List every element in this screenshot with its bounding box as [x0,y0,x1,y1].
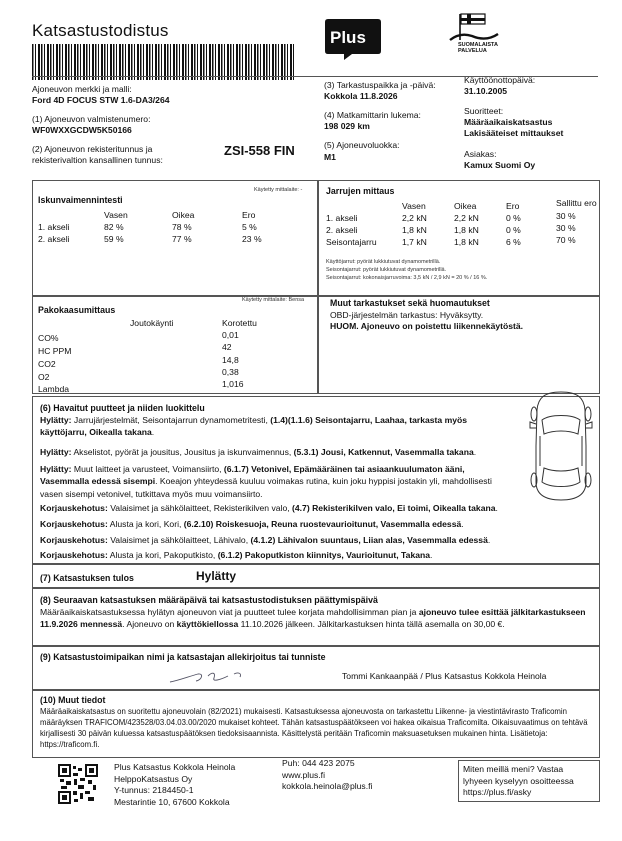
survey-text[interactable]: Miten meillä meni? Vastaa lyhyeen kyselyyn osoitteessa https://plus.fi/asky [463,764,574,798]
defect-desc: Alusta ja kori, Pakoputkisto, [107,550,218,560]
km-value: 198 029 km [324,121,370,131]
customer-value: Kamux Suomi Oy [464,160,536,170]
other-checks-title: Muut tarkastukset sekä huomautukset [330,298,490,308]
footer-phone: Puh: 044 423 2075 [282,758,355,768]
exhaust-title: Pakokaasumittaus [38,305,116,315]
brake-allowed-3: 70 % [556,235,576,245]
other-checks-line-1: OBD-järjestelmän tarkastus: Hyväksytty. [330,310,484,320]
defect-item-7 [40,549,560,561]
exhaust-name-co2: CO2 [38,359,56,369]
next-text-1: Määräaikaiskatsastuksessa hylätyn ajoneuvon viat ja puutteet tulee korjata mahdollisimman pian ja [40,607,419,617]
defect-rest: . [495,503,498,513]
brake-note-3: Seisontajarrut: kokonaisjarruvoima: 3,5 kN / 2,9 kN = 20 % / 16 %. [326,275,488,281]
defects-title: (6) Havaitut puutteet ja niiden luokittelu [40,403,205,413]
defect-bold: (4.7) Rekisterikilven valo, Ei toimi, Oikealla takana [292,503,496,513]
signature-title: (9) Katsastustoimipaikan nimi ja katsastajan allekirjoitus tai tunniste [40,652,326,662]
defect-bold: (5.3.1) Jousi, Katkennut, Vasemmalla takana [293,447,474,457]
shock-left-1: 82 % [104,222,124,232]
shock-head-diff: Ero [242,210,256,220]
exhaust-head-idle: Joutokäynti [130,318,174,328]
brake-title: Jarrujen mittaus [326,186,395,196]
footer-web[interactable]: www.plus.fi [282,769,325,780]
footer-email[interactable]: kokkola.heinola@plus.fi [282,781,373,792]
shock-diff-1: 5 % [242,222,257,232]
brake-axle-3: Seisontajarru [326,237,377,247]
company-line-3: Y-tunnus: 2184450-1 [114,785,194,796]
next-bold-1: ajoneuvo tulee esittää jälkitarkastukseen 11.9.2026 mennessä [40,607,586,630]
brake-head-allowed: Sallittu ero [556,198,597,208]
defect-kind: Korjauskehotus: [40,519,108,529]
place-label: (3) Tarkastuspaikka ja -päivä: [324,80,436,90]
exhaust-high-o2: 0,38 [222,367,239,377]
make-value: Ford 4D FOCUS STW 1.6-DA3/264 [32,95,170,105]
plus-logo-text: Plus [330,28,366,47]
shock-device: Käytetty mittalaite: - [254,187,303,193]
intro-date-value: 31.10.2005 [464,86,508,96]
next-text-2: . Ajoneuvo on [122,619,177,630]
brake-head-left: Vasen [402,201,426,211]
exhaust-name-lambda: Lambda [38,384,70,394]
customer-label: Asiakas: [464,149,497,159]
defect-rest: . [461,519,464,529]
brake-left-2: 1,8 kN [402,225,427,235]
brake-left-3: 1,7 kN [402,237,427,247]
reg-label-2: rekisterivaltion kansallinen tunnus: [32,155,163,165]
shock-axle-1: 1. akseli [38,222,70,232]
defect-item-1 [40,414,510,439]
vin-value: WF0WXXGCDW5K50166 [32,125,132,135]
defect-kind: Korjauskehotus: [40,535,108,545]
performer-value-1: Määräaikaiskatsastus [464,117,553,127]
shock-left-2: 59 % [104,234,124,244]
defect-item-5 [40,518,560,530]
defect-desc: Muut laitteet ja varusteet, Voimansiirto, [71,464,224,474]
defect-desc: Akselistot, pyörät ja jousitus, Jousitus ja iskunvaimennus, [71,447,294,457]
brake-diff-2: 0 % [506,225,521,235]
shock-right-2: 77 % [172,234,192,244]
defect-rest: . Koeajon yhteydessä kuuluu voimakas rutina, kuin joku hyppisi jostakin yli, mahdollisesti vasen sisempi vetonivel, tutkittava myös muu voimansiirto. [40,476,492,499]
next-text-3: 11.10.2026 jälkeen. Jälkitarkastuksen hinta tällä asemalla on 30,00 €. [238,619,505,630]
brake-axle-2: 2. akseli [326,225,358,235]
brake-left-1: 2,2 kN [402,213,427,223]
brake-right-2: 1,8 kN [454,225,479,235]
defect-desc: Alusta ja kori, Kori, [107,519,184,529]
shock-axle-2: 2. akseli [38,234,70,244]
defect-kind: Hylätty: [40,447,72,457]
defect-rest: . [430,550,433,560]
survey-box [458,760,600,802]
result-value: Hylätty [196,569,237,583]
brake-note-1: Käyttöjarrut: pyörät lukkiutuvat dynamometrillä. [326,259,441,265]
defect-bold: (4.1.2) Lähivalon suuntaus, Liian alas, Vasemmalla edessä [250,535,488,545]
exhaust-high-hc: 42 [222,342,232,352]
footer-contact [282,758,372,793]
company-line-4: Mestarintie 10, 67600 Kokkola [114,796,230,807]
other-info-text: Määräaikaiskatsastus on suoritettu ajoneuvolain (82/2021) mukaisesti. Katsastuksessa ajoneuvosta on tarkastettu Liikenne- ja viestintävirasto Traficomin määräyksen TRAFICOM/423528/03.04.03.00/2020 mukaiset kohteet. Tähän katsastuspäätökseen voi hakea oikaisua Traficomilta. Oikaisuvaatimus on tehtävä kirjallisesti 30 päivän kuluessa katsastuspäätöksen tiedoksisaannista. Käsittelystä peritään Traficomin maksuasetuksen mukainen hinta. Lisätietoja: https://traficom.fi. [40,707,588,749]
defect-item-6 [40,534,560,546]
plus-logo [322,17,384,61]
shock-title: Iskunvaimennintesti [38,195,123,205]
defect-desc: Jarrujärjestelmät, Seisontajarrun dynamometritesti, [71,415,271,425]
defect-item-2 [40,446,530,458]
next-bold-2: käyttökiellossa [176,619,239,630]
defect-rest: . [487,535,491,545]
brake-diff-3: 6 % [506,237,521,247]
performer-label: Suoritteet: [464,106,504,116]
class-value: M1 [324,152,336,162]
defect-bold: (6.2.10) Roiskesuoja, Reuna ruostevaurioitunut, Vasemmalla edessä [183,519,462,529]
defect-kind: Hylätty: [40,415,72,425]
brake-allowed-2: 30 % [556,223,576,233]
defect-bold: (1.4)(1.1.6) Seisontajarru, Laahaa, tarkasta myös käyttöjarru, Oikealla takana [40,415,468,438]
defect-kind: Korjauskehotus: [40,550,108,560]
inspector-name: Tommi Kankaanpää / Plus Katsastus Kokkola Heinola [342,671,547,681]
finnish-service-seal-icon [446,12,506,55]
exhaust-name-hc: HC PPM [38,346,72,356]
car-diagram-icon [520,384,602,506]
next-inspection-text [40,606,602,631]
defect-item-4 [40,502,560,514]
class-label: (5) Ajoneuvoluokka: [324,140,400,150]
brake-diff-1: 0 % [506,213,521,223]
defect-bold: (6.1.7) Vetonivel, Epämääräinen tai asiaankuulumaton ääni, Vasemmalla edessä sisempi [40,464,465,487]
intro-date-label: Käyttöönottopäivä: [464,75,536,85]
brake-axle-1: 1. akseli [326,213,358,223]
brake-allowed-1: 30 % [556,211,576,221]
defect-rest: . [151,427,155,438]
qr-code-icon [58,764,98,804]
performer-value-2: Lakisääteiset mittaukset [464,128,564,138]
shock-head-left: Vasen [104,210,128,220]
defect-kind: Korjauskehotus: [40,503,108,513]
reg-label-1: (2) Ajoneuvon rekisteritunnus ja [32,144,153,154]
shock-diff-2: 23 % [242,234,262,244]
next-inspection-title: (8) Seuraavan katsastuksen määräpäivä tai katsastustodistuksen päättymispäivä [40,595,378,605]
place-value: Kokkola 11.8.2026 [324,91,398,101]
shock-right-1: 78 % [172,222,192,232]
exhaust-high-co2: 14,8 [222,355,239,365]
make-label: Ajoneuvon merkki ja malli: [32,84,132,94]
brake-right-3: 1,8 kN [454,237,479,247]
defect-desc: Valaisimet ja sähkölaitteet, Rekisterikilven valo, [107,503,293,513]
defect-kind: Hylätty: [40,464,72,474]
brake-head-diff: Ero [506,201,520,211]
vin-label: (1) Ajoneuvon valmistenumero: [32,114,151,124]
footer-company [114,762,235,808]
km-label: (4) Matkamittarin lukema: [324,110,421,120]
exhaust-name-o2: O2 [38,372,50,382]
brake-head-right: Oikea [454,201,477,211]
signature-scribble [168,664,268,686]
exhaust-device: Käytetty mittalaite: Bensa [242,297,305,303]
result-label: (7) Katsastuksen tulos [40,573,134,583]
brake-right-1: 2,2 kN [454,213,479,223]
shock-head-right: Oikea [172,210,195,220]
exhaust-name-co: CO% [38,333,59,343]
defect-desc: Valaisimet ja sähkölaitteet, Lähivalo, [107,535,251,545]
exhaust-head-high: Korotettu [222,318,257,328]
brake-note-2: Seisontajarrut: pyörät lukkiutuvat dynamometrillä. [326,267,447,273]
defect-bold: (6.1.2) Pakoputkiston kiinnitys, Vaurioitunut, Takana [217,550,431,560]
company-line-1: Plus Katsastus Kokkola Heinola [114,762,236,772]
exhaust-high-lambda: 1,016 [222,379,244,389]
other-info-title: (10) Muut tiedot [40,695,106,705]
company-line-2: HelppoKatsastus Oy [114,773,193,784]
document-title: Katsastustodistus [32,21,169,40]
registration-number: ZSI-558 FIN [224,143,295,158]
barcode [32,44,294,80]
other-checks-line-2: HUOM. Ajoneuvo on poistettu liikennekäytöstä. [330,321,524,331]
exhaust-high-co: 0,01 [222,330,239,340]
defect-rest: . [473,447,477,457]
seal-text: SUOMALAISTA PALVELUA [458,42,498,55]
defect-item-3 [40,463,512,500]
